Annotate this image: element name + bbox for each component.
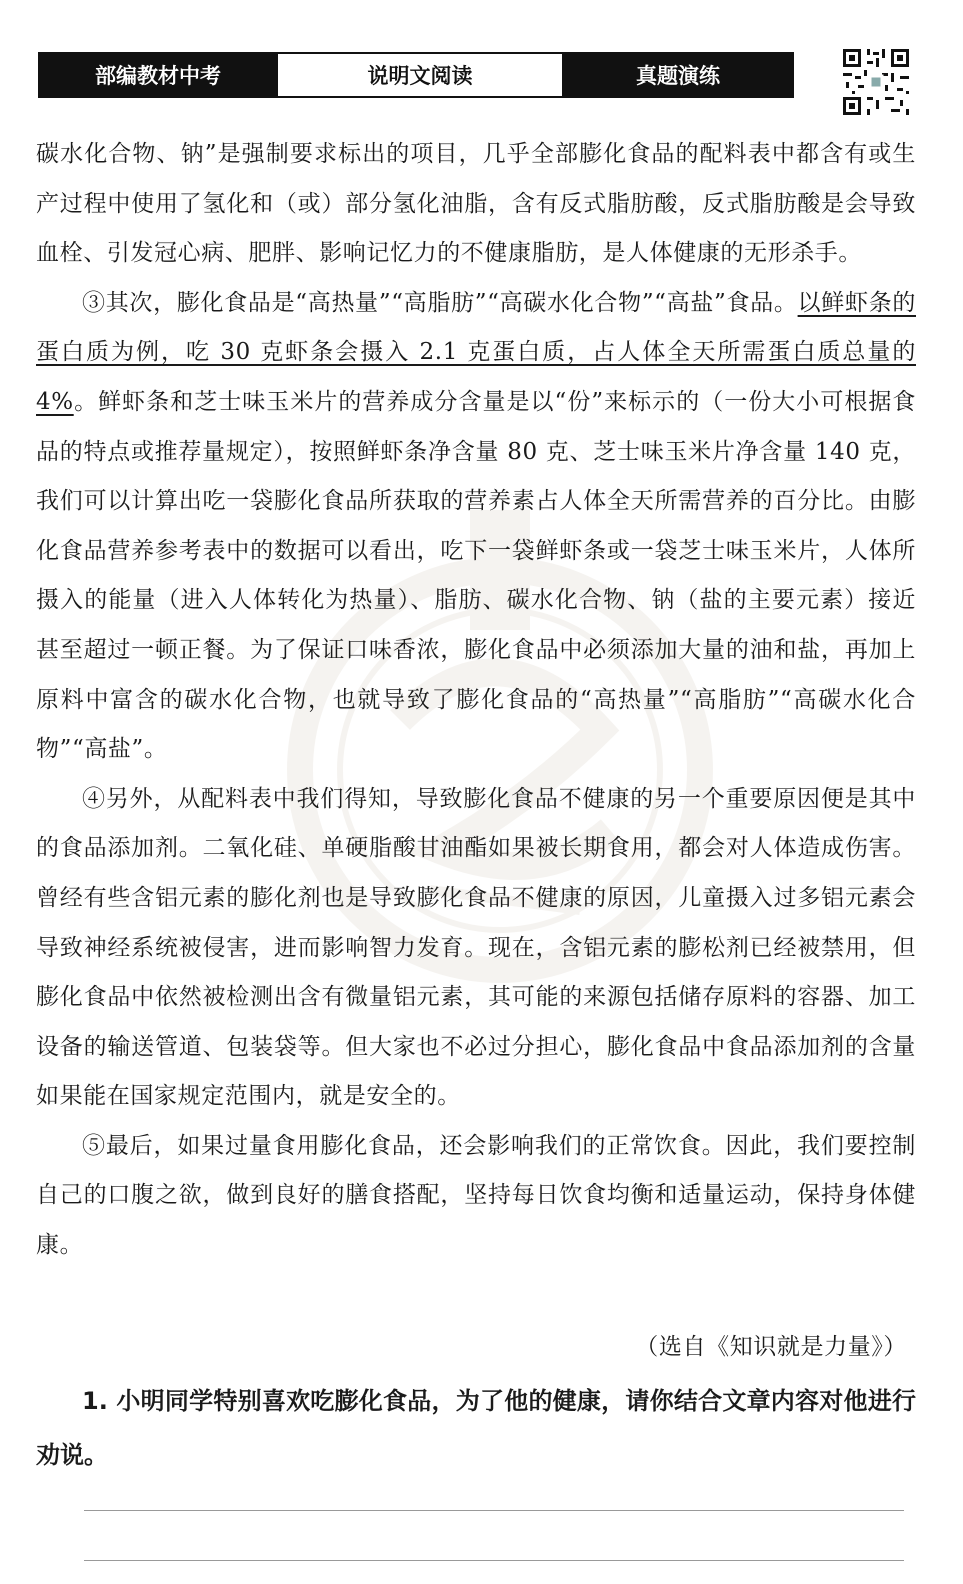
paragraph-4: ④另外，从配料表中我们得知，导致膨化食品不健康的另一个重要原因便是其中的食品添加剂。二氧化硅、单硬脂酸甘油酯如果被长期食用，都会对人体造成伤害。曾经有些含铝元素的膨化剂也是导致膨化食品不健康的原因，儿童摄入过多铝元素会导致神经系统被侵害，进而影响智力发育。现在，含铝元素的膨松剂已经被禁用，但膨化食品中依然被检测出含有微量铝元素，其可能的来源包括储存原料的容器、加工设备的输送管道、包装袋等。但大家也不必过分担心，膨化食品中食品添加剂的含量如果能在国家规定范围内，就是安全的。 — [36, 785, 916, 1110]
qr-code-icon — [840, 46, 912, 118]
question-1-text: 1. 小明同学特别喜欢吃膨化食品，为了他的健康，请你结合文章内容对他进行劝说。 — [36, 1387, 916, 1469]
answer-line-1 — [84, 1510, 904, 1511]
header-center-label: 说明文阅读 — [276, 54, 564, 96]
header-bar — [38, 52, 794, 98]
paragraph-3 — [36, 279, 916, 775]
paragraph-3-rest: 。鲜虾条和芝士味玉米片的营养成分含量是以“份”来标示的（一份大小可根据食品的特点或推荐量规定），按照鲜虾条净含量 80 克、芝士味玉米片净含量 140 克，我们可以计算出吃一袋膨化食品所获取的营养素占人体全天所需营养的百分比。由膨化食品营养参考表中的数据可以看出，吃下一袋鲜虾条或一袋芝士味玉米片，人体所摄入的能量（进入人体转化为热量）、脂肪、碳水化合物、钠（盐的主要元素）接近甚至超过一顿正餐。为了保证口味香浓，膨化食品中必须添加大量的油和盐，再加上原料中富含的碳水化合物，也就导致了膨化食品的“高热量”“高脂肪”“高碳水化合物”“高盐”。 — [36, 388, 916, 763]
article-body — [36, 130, 916, 1271]
question-1 — [36, 1374, 916, 1482]
header-left-label: 部编教材中考 — [40, 54, 276, 96]
paragraph-3-underlined: 以鲜虾条的蛋白质为例，吃 30 克虾条会摄入 2.1 克蛋白质，占人体全天所需蛋白质总量的 4% — [36, 289, 916, 415]
paragraph-5: ⑤最后，如果过量食用膨化食品，还会影响我们的正常饮食。因此，我们要控制自己的口腹之欲，做到良好的膳食搭配，坚持每日饮食均衡和适量运动，保持身体健康。 — [36, 1132, 916, 1259]
answer-line-2 — [84, 1560, 904, 1561]
paragraph-3-start: ③其次，膨化食品是“高热量”“高脂肪”“高碳水化合物”“高盐”食品。 — [82, 289, 798, 316]
paragraph-continued: 碳水化合物、钠”是强制要求标出的项目，几乎全部膨化食品的配料表中都含有或生产过程中使用了氢化和（或）部分氢化油脂，含有反式脂肪酸，反式脂肪酸是会导致血栓、引发冠心病、肥胖、影响记忆力的不健康脂肪，是人体健康的无形杀手。 — [36, 141, 916, 267]
header-right-label: 真题演练 — [564, 54, 792, 96]
source-citation: （选自《知识就是力量》） — [635, 1334, 907, 1360]
